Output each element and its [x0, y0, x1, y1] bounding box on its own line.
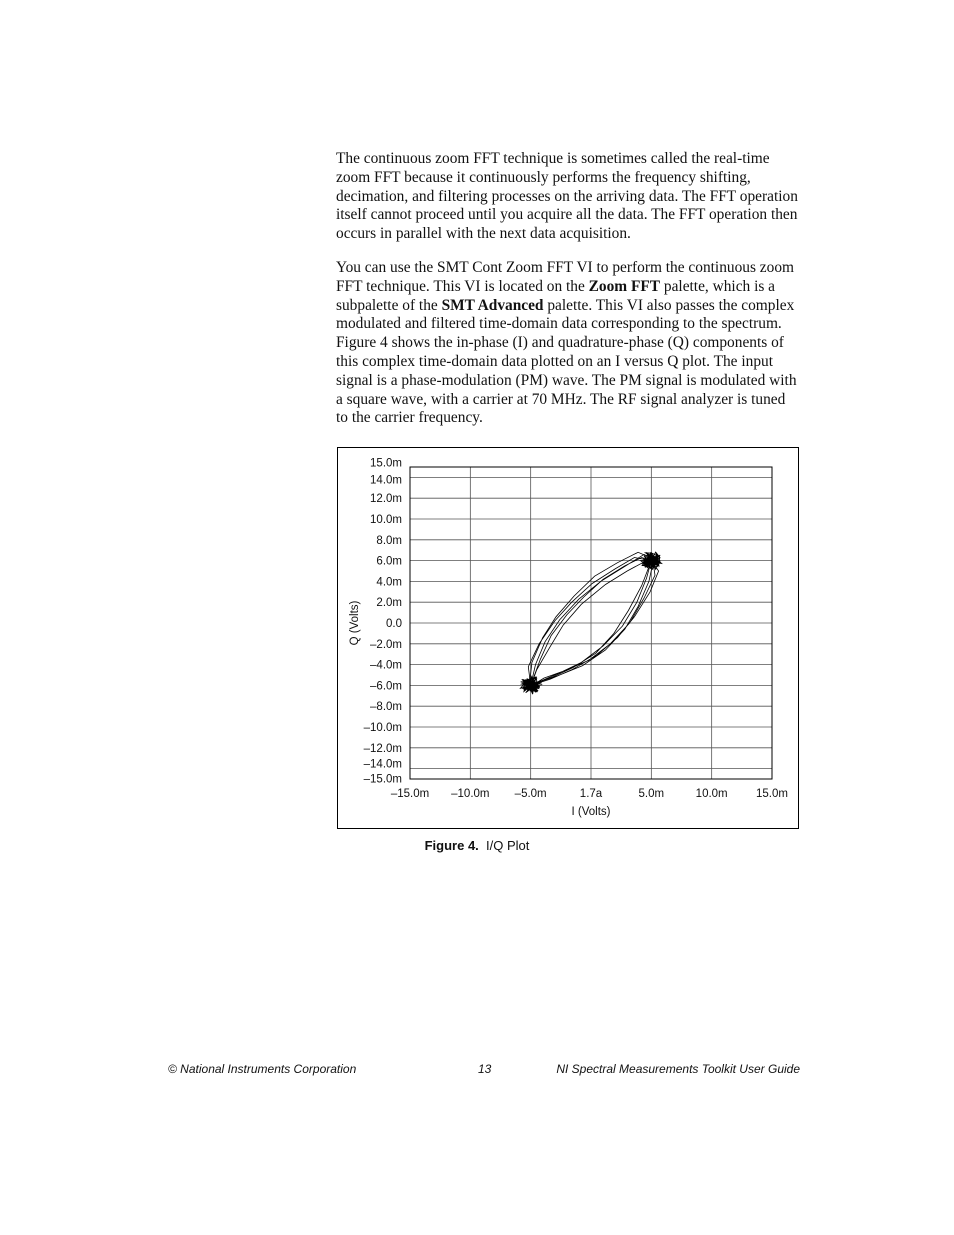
- y-tick-label: –2.0m: [370, 638, 402, 651]
- smt-advanced-bold: SMT Advanced: [441, 296, 544, 314]
- figure-frame: [337, 447, 799, 829]
- iq-trace-line: [528, 552, 658, 686]
- y-tick-label: –15.0m: [363, 773, 402, 786]
- paragraph-2-text-2: palette, which is a subpalette of the: [336, 277, 776, 314]
- x-axis-label: I (Volts): [571, 806, 611, 818]
- y-tick-label: 10.0m: [370, 514, 402, 526]
- y-tick-label: 2.0m: [376, 597, 402, 610]
- y-tick-label: –6.0m: [370, 680, 402, 693]
- y-tick-label: –8.0m: [370, 701, 402, 714]
- x-tick-label: 1.7a: [579, 788, 603, 800]
- x-tick-label: 5.0m: [638, 788, 665, 800]
- y-tick-label: 0.0: [386, 618, 402, 630]
- y-tick-label: 15.0m: [370, 457, 402, 470]
- x-tick-label: –15.0m: [390, 788, 430, 800]
- paragraph-2-text-1: You can use the SMT Cont Zoom FFT VI to perform the continuous zoom FFT technique. This VI is located on the: [336, 259, 795, 295]
- x-tick-label: –10.0m: [451, 788, 490, 800]
- y-tick-label: –12.0m: [363, 742, 402, 755]
- y-tick-label: –4.0m: [370, 659, 402, 672]
- y-tick-label: 6.0m: [376, 555, 402, 568]
- paragraph-2-text-3: palette. This VI also passes the complex modulated and filtered time-domain data corresponding to the spectrum. Figure 4 shows the in-phase (I) and quadrature-phase (Q) components of this complex time-domain data plotted on an I versus Q plot. The input signal is a phase-modulation (PM) wave. The PM signal is modulated with a square wave, with a carrier at 70 MHz. The RF signal analyzer is tuned to the carrier frequency.: [336, 296, 797, 427]
- figure-caption-prefix: Figure 4.: [424, 838, 479, 853]
- zoom-fft-bold: Zoom FFT: [588, 277, 661, 295]
- y-tick-label: 14.0m: [370, 474, 402, 487]
- y-tick-label: –10.0m: [363, 722, 402, 734]
- body-paragraph-1: The continuous zoom FFT technique is sometimes called the real-time zoom FFT because it continuously performs the frequency shifting, decimation, and filtering processes on the arriving data. The FFT operation itself cannot proceed until you acquire all the data. The FFT operation then occurs in parallel with the next data acquisition.: [336, 150, 798, 243]
- y-axis-label: Q (Volts): [349, 600, 361, 646]
- figure-caption-text: I/Q Plot: [486, 838, 530, 853]
- y-tick-label: 8.0m: [376, 534, 402, 547]
- footer-guide-title: NI Spectral Measurements Toolkit User Guide: [556, 1062, 800, 1076]
- x-tick-label: –5.0m: [514, 788, 547, 800]
- footer-page-number: 13: [478, 1062, 492, 1076]
- x-tick-label: 10.0m: [695, 788, 728, 800]
- body-paragraph-2: [336, 259, 800, 428]
- y-tick-label: 12.0m: [370, 493, 402, 506]
- iq-plot: [338, 448, 798, 828]
- footer-copyright: © National Instruments Corporation: [168, 1062, 357, 1076]
- y-tick-label: –14.0m: [363, 758, 402, 771]
- y-tick-label: 4.0m: [376, 576, 402, 589]
- x-tick-label: 15.0m: [756, 788, 788, 800]
- figure-caption: [0, 838, 954, 853]
